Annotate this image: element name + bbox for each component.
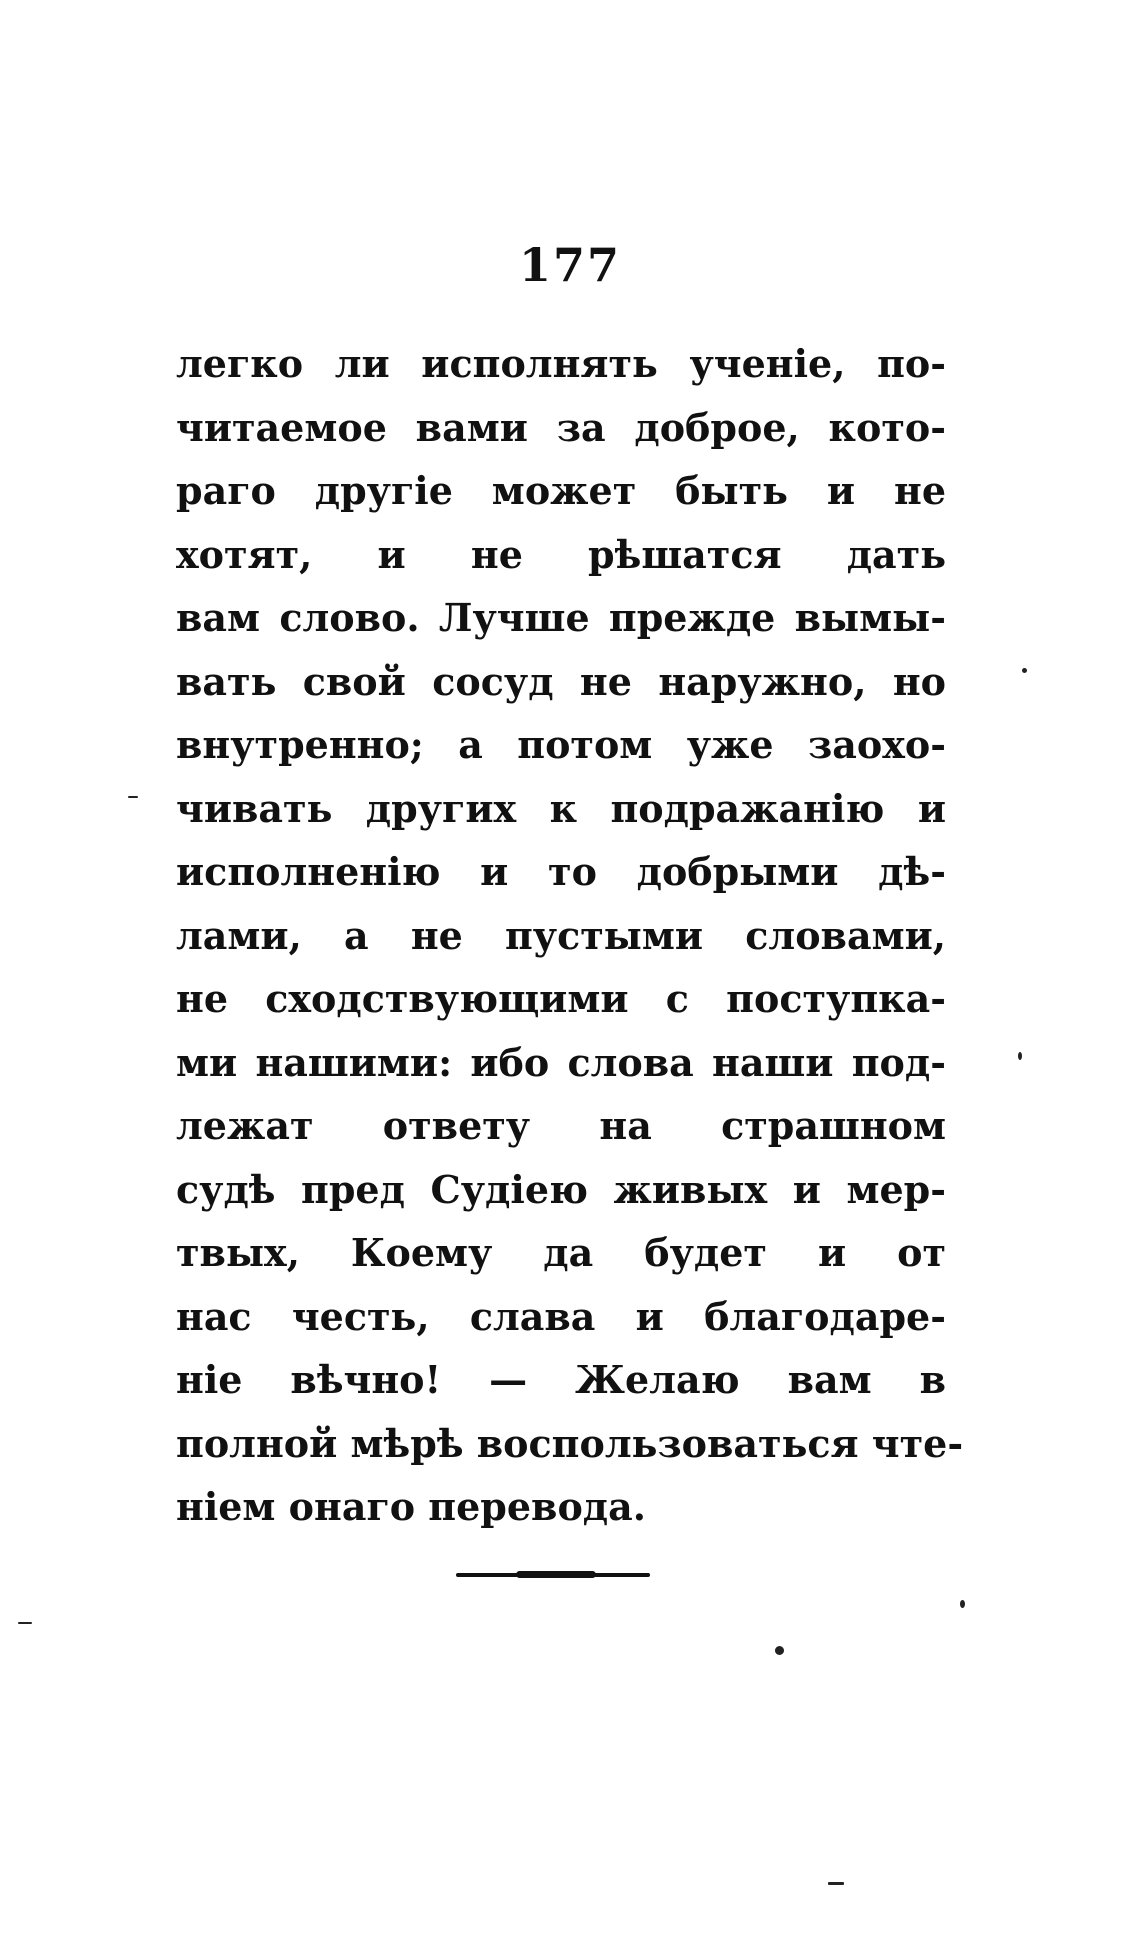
- text-line: исполненію и то добрыми дѣ-: [176, 849, 946, 894]
- text-line: хотят, и не рѣшатся дать: [176, 531, 946, 577]
- scan-speck: [828, 1882, 844, 1885]
- text-line: вать свой сосуд не наружно, но: [176, 658, 946, 704]
- scan-speck: [18, 1622, 32, 1624]
- text-line: чивать других к подражанію и: [176, 785, 946, 831]
- text-line: не сходствующими с поступка-: [176, 976, 946, 1021]
- text-line: твых, Коему да будет и от: [176, 1230, 946, 1275]
- text-line: легко ли исполнять ученіе, по-: [176, 341, 946, 386]
- text-line: судѣ пред Судіею живых и мер-: [176, 1166, 946, 1212]
- scan-speck: [1018, 1052, 1022, 1060]
- scan-speck: [1022, 668, 1027, 673]
- text-line: раго другіе может быть и не: [176, 468, 946, 513]
- scan-speck: [960, 1600, 965, 1608]
- text-line: ніем онаго перевода.: [176, 1484, 646, 1529]
- text-line: ми нашими: ибо слова наши под-: [176, 1039, 946, 1085]
- text-line: внутренно; а потом уже заохо-: [176, 722, 946, 767]
- text-line: читаемое вами за доброе, кото-: [176, 404, 946, 450]
- scan-speck: [775, 1646, 784, 1655]
- text-line: нас честь, слава и благодаре-: [176, 1293, 946, 1339]
- scan-speck: [128, 796, 138, 798]
- text-line: лежат ответу на страшном: [176, 1103, 946, 1148]
- text-line: вам слово. Лучше прежде вымы-: [176, 595, 946, 640]
- text-line: полной мѣрѣ воспользоваться чте-: [176, 1420, 964, 1466]
- text-line: лами, а не пустыми словами,: [176, 912, 946, 958]
- body-text: [176, 332, 964, 1539]
- end-divider: [456, 1573, 650, 1577]
- text-line: ніе вѣчно! — Желаю вам в: [176, 1357, 946, 1402]
- page-number: 177: [518, 238, 622, 292]
